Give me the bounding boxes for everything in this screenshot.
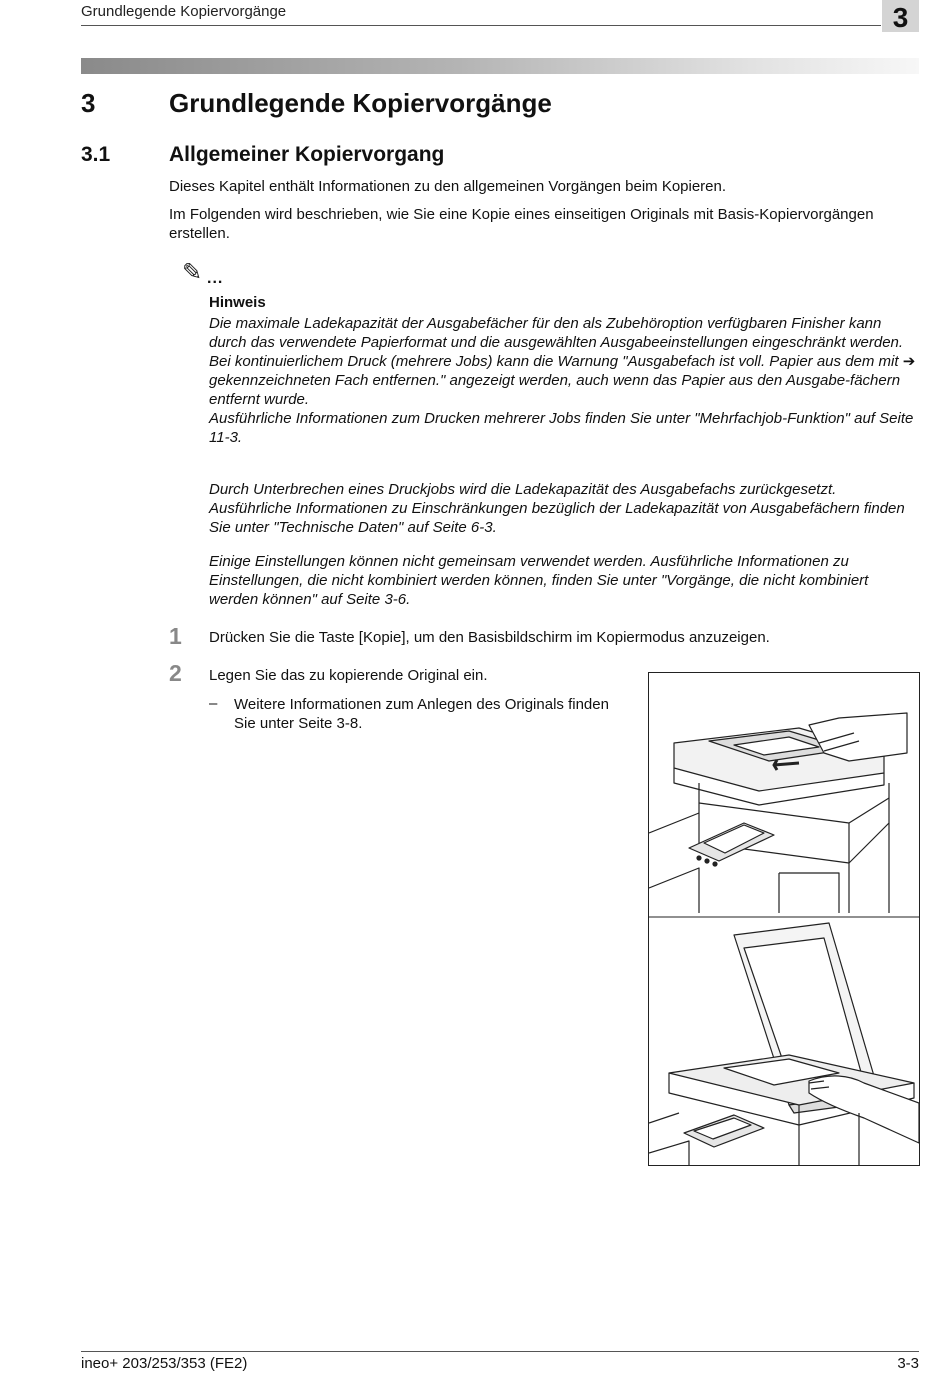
footer-model-name: ineo+ 203/253/353 (FE2)	[81, 1355, 248, 1372]
step-number: 1	[169, 623, 182, 649]
footer-page-number: 3-3	[897, 1355, 919, 1372]
note-group-1	[209, 314, 921, 447]
note-paragraph: Ausführliche Informationen zu Einschränkungen bezüglich der Ladekapazität von Ausgabefächern finden Sie unter "Technische Daten" auf Seite 6-3.	[209, 500, 905, 536]
chapter-gradient-bar	[81, 58, 919, 74]
intro-paragraph: Im Folgenden wird beschrieben, wie Sie eine Kopie eines einseitigen Originals mit Basis-Kopiervorgängen erstellen.	[169, 206, 874, 242]
step-number: 2	[169, 660, 182, 686]
chapter-number: 3	[81, 88, 96, 118]
chapter-tab: 3	[882, 0, 919, 32]
running-header-title: Grundlegende Kopiervorgänge	[81, 3, 287, 20]
note-group-3	[209, 552, 921, 609]
note-group-2	[209, 480, 921, 537]
note-paragraph: Ausführliche Informationen zum Drucken mehrerer Jobs finden Sie unter "Mehrfachjob-Funktion" auf Seite 11-3.	[209, 410, 914, 446]
step-text: Drücken Sie die Taste [Kopie], um den Basisbildschirm im Kopiermodus anzuzeigen.	[209, 629, 770, 646]
note-title: Hinweis	[209, 294, 266, 311]
adf-scene	[649, 713, 907, 913]
substep-text: Weitere Informationen zum Anlegen des Originals finden Sie unter Seite 3-8.	[234, 696, 609, 732]
footer-divider	[81, 1351, 919, 1352]
note-paragraph: Durch Unterbrechen eines Druckjobs wird die Ladekapazität des Ausgabefachs zurückgesetzt.	[209, 481, 837, 498]
note-paragraph: Einige Einstellungen können nicht gemeinsam verwendet werden. Ausführliche Informationen zu Einstellungen, die nicht kombiniert werden können, finden Sie unter "Vorgänge, die nicht kombiniert werden können" auf Seite 3-6.	[209, 553, 869, 608]
platen-scene	[649, 923, 919, 1165]
section-title: Allgemeiner Kopiervorgang	[169, 143, 445, 166]
note-paragraph: Die maximale Ladekapazität der Ausgabefächer für den als Zubehöroption verfügbaren Finisher kann durch das verwendete Papierformat und die ausgewählten Ausgabeeinstellungen eingeschränkt werden.	[209, 315, 904, 351]
intro-paragraph: Dieses Kapitel enthält Informationen zu den allgemeinen Vorgängen beim Kopieren.	[169, 178, 727, 195]
note-dots: ...	[207, 270, 224, 287]
copier-illustration-svg	[649, 673, 919, 1165]
header-divider	[81, 25, 881, 26]
chapter-title: Grundlegende Kopiervorgänge	[169, 88, 552, 118]
substep-dash: –	[209, 695, 218, 712]
pencil-note-icon: ✎	[182, 258, 203, 286]
step-text: Legen Sie das zu kopierende Original ein.	[209, 667, 488, 684]
copier-illustration	[648, 672, 920, 1166]
section-number: 3.1	[81, 143, 111, 166]
note-paragraph: Bei kontinuierlichem Druck (mehrere Jobs) kann die Warnung "Ausgabefach ist voll. Papier aus dem mit ➔ gekennzeichneten Fach entfernen." angezeigt werden, auch wenn das Papier aus den Ausgabe-fächern entfernt wurde.	[209, 353, 916, 408]
